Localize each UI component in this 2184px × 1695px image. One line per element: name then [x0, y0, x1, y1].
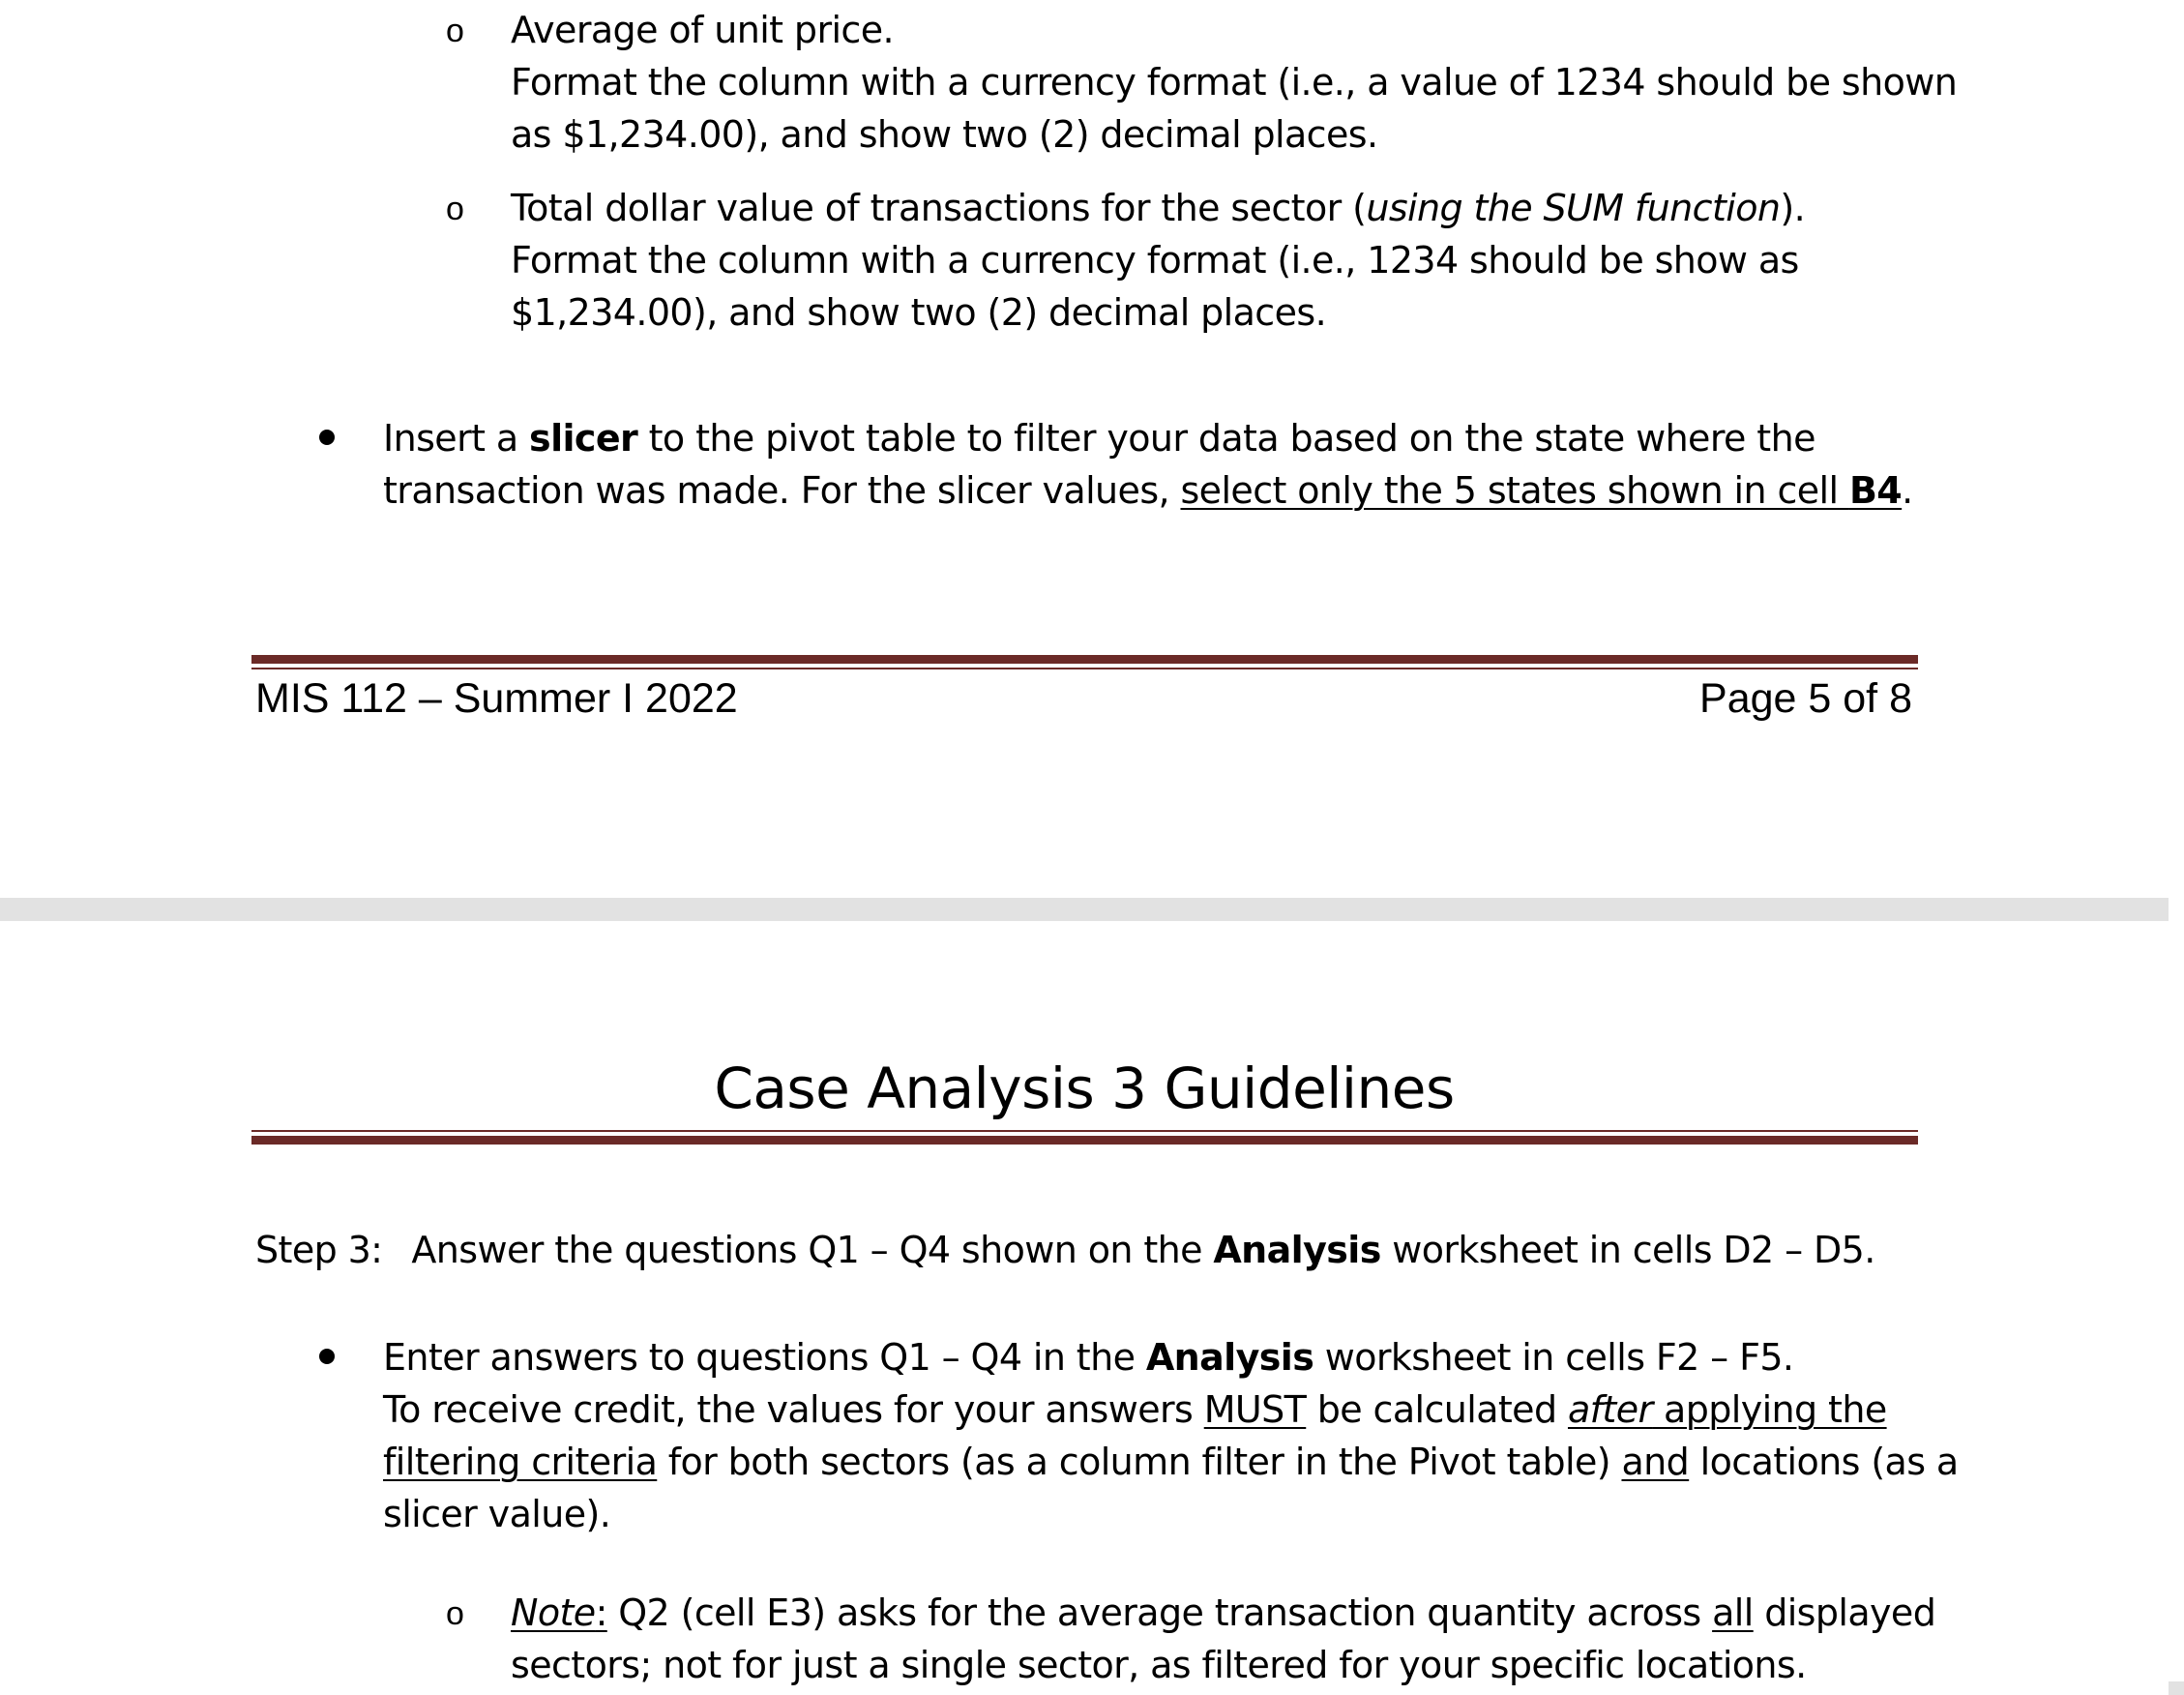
bullet-line: filtering criteria for both sectors (as a column filter in the Pivot table) and locations (as a: [383, 1441, 1959, 1483]
bullet-insert-slicer: [383, 412, 1913, 517]
step-3-heading: Step 3: Answer the questions Q1 – Q4 shown on the Analysis worksheet in cells D2 – D5.: [255, 1229, 1875, 1271]
document-page-6: [0, 921, 2169, 1695]
sub-bullet-marker: o: [446, 13, 464, 49]
bullet-line: transaction was made. For the slicer values, select only the 5 states shown in cell B4.: [383, 469, 1913, 512]
bullet-line: To receive credit, the values for your answers MUST be calculated after applying the: [383, 1388, 1887, 1431]
bullet-line: Enter answers to questions Q1 – Q4 in the Analysis worksheet in cells F2 – F5.: [383, 1336, 1794, 1379]
footer-rule-thick: [251, 655, 1918, 664]
sub-item-total-dollar-value: [511, 182, 1805, 339]
note-line: Note: Q2 (cell E3) asks for the average transaction quantity across all displayed: [511, 1591, 1936, 1634]
bullet-line: slicer value).: [383, 1493, 611, 1535]
sub-bullet-marker: o: [446, 191, 464, 227]
title-rule-thick: [251, 1136, 1918, 1145]
sub-item-average-unit-price: [511, 4, 1957, 161]
footer-course-term: MIS 112 – Summer I 2022: [255, 675, 738, 722]
bullet-enter-answers: [383, 1331, 1959, 1540]
document-gutter: [2169, 0, 2184, 1681]
bullet-marker: [319, 430, 335, 445]
title-rule-thin: [251, 1130, 1918, 1132]
page-title: Case Analysis 3 Guidelines: [714, 1056, 1455, 1121]
sub-item-line: $1,234.00), and show two (2) decimal places.: [511, 291, 1327, 334]
note-line: sectors; not for just a single sector, as filtered for your specific locations.: [511, 1644, 1807, 1686]
sub-item-line: Format the column with a currency format (i.e., 1234 should be show as: [511, 239, 1799, 282]
sub-item-line: as $1,234.00), and show two (2) decimal places.: [511, 113, 1378, 156]
sub-bullet-marker: o: [446, 1595, 464, 1632]
sub-item-line: Average of unit price.: [511, 9, 894, 51]
footer-page-number: Page 5 of 8: [1699, 675, 1912, 722]
sub-item-line: Format the column with a currency format (i.e., a value of 1234 should be shown: [511, 61, 1958, 104]
step-label: Step 3:: [255, 1229, 383, 1271]
note-q2: [511, 1587, 1935, 1691]
bullet-marker: [319, 1349, 335, 1364]
footer-rule-thin: [251, 668, 1918, 669]
bullet-line: Insert a slicer to the pivot table to filter your data based on the state where the: [383, 417, 1815, 460]
sub-item-line: Total dollar value of transactions for the sector (using the SUM function).: [511, 187, 1806, 229]
